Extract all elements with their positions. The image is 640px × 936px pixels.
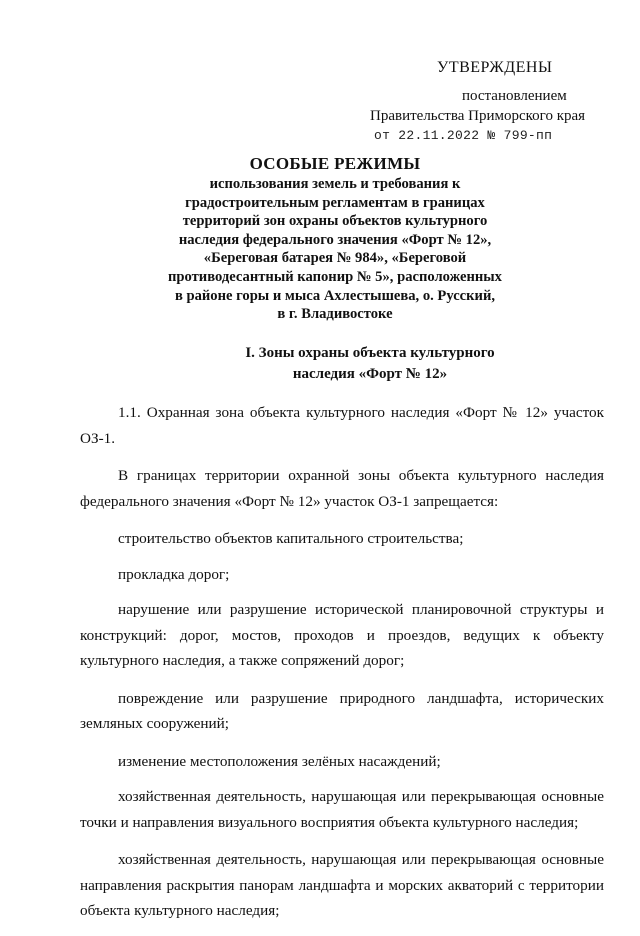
paragraph: хозяйственная деятельность, нарушающая или перекрывающая основные точки и направления визуального восприятия объекта культурного наследия;: [80, 788, 604, 831]
title-subtitle-line: в районе горы и мыса Ахлестышева, о. Русский,: [174, 287, 496, 304]
paragraph: прокладка дорог;: [118, 565, 230, 583]
approved-label: УТВЕРЖДЕНЫ: [437, 59, 553, 76]
paragraph: строительство объектов капитального строительства;: [118, 530, 464, 547]
paragraph: изменение местоположения зелёных насаждений;: [118, 752, 441, 770]
title-subtitle-line: в г. Владивостоке: [277, 306, 393, 323]
approval-line-date-number: от 22.11.2022 № 799-пп: [374, 128, 553, 143]
title-subtitle-line: «Береговая батарея № 984», «Береговой: [203, 250, 467, 267]
document-body: [80, 400, 604, 936]
title-subtitle-line: территорий зон охраны объектов культурного: [182, 213, 488, 230]
paragraph: 1.1. Охранная зона объекта культурного наследия «Форт № 12» участок ОЗ-1.: [80, 404, 604, 447]
title-subtitle-line: градостроительным регламентам в границах: [185, 194, 485, 211]
section-heading: [190, 343, 550, 385]
document-title: [130, 153, 540, 324]
section-heading-line: I. Зоны охраны объекта культурного: [245, 345, 495, 361]
paragraph: повреждение или разрушение природного ландшафта, исторических земляных сооружений;: [80, 689, 604, 732]
paragraph: В границах территории охранной зоны объекта культурного наследия федерального значения «Форт № 12» участок ОЗ-1 запрещается:: [80, 467, 604, 510]
approval-line-government: Правительства Приморского края: [370, 108, 586, 124]
approval-stamp: [368, 58, 618, 146]
approval-line-resolution: постановлением: [462, 88, 567, 104]
section-heading-line: наследия «Форт № 12»: [292, 366, 448, 382]
title-subtitle-line: противодесантный капонир № 5», расположенных: [168, 268, 502, 285]
paragraph: нарушение или разрушение исторической планировочной структуры и конструкций: дорог, мостов, проходов и проездов, ведущих к объекту культурного наследия, а также сопряжений дорог;: [80, 601, 604, 669]
title-subtitle-line: наследия федерального значения «Форт № 12»,: [178, 231, 492, 248]
paragraph: хозяйственная деятельность, нарушающая или перекрывающая основные направления раскрытия панорам ландшафта и морских акваторий с территории объекта культурного наследия;: [80, 851, 604, 919]
title-main: ОСОБЫЕ РЕЖИМЫ: [249, 154, 421, 173]
title-subtitle-line: использования земель и требования к: [209, 176, 461, 192]
